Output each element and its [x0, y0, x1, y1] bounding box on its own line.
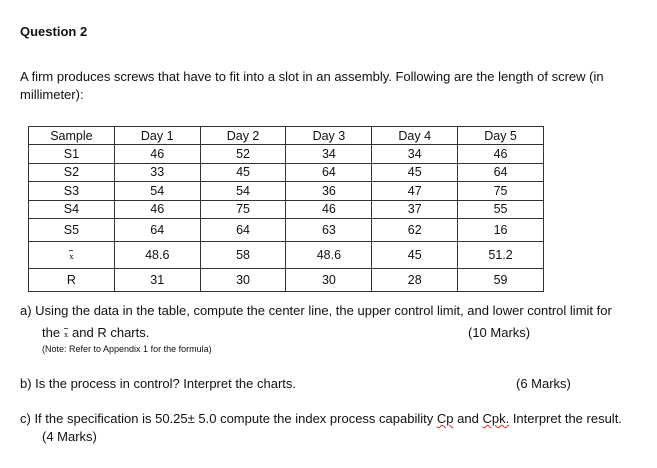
range-value: 31 [114, 269, 200, 292]
range-value: 30 [200, 269, 286, 292]
xbar-value: 45 [372, 242, 458, 269]
table-cell: 64 [114, 219, 200, 242]
range-value: 59 [458, 269, 544, 292]
xbar-value: 58 [200, 242, 286, 269]
part-c-intro: c) If the specification is 50.25± 5.0 compute the index process capability [20, 411, 434, 426]
range-value: 30 [286, 269, 372, 292]
header-day-5: Day 5 [458, 127, 544, 145]
table-cell: 46 [458, 145, 544, 164]
table-cell: 64 [200, 219, 286, 242]
header-day-1: Day 1 [114, 127, 200, 145]
part-a-charts: and R charts. [72, 325, 150, 340]
cp-term: Cp [436, 411, 454, 426]
xbar-row [29, 242, 544, 269]
range-value: 28 [372, 269, 458, 292]
header-day-4: Day 4 [372, 127, 458, 145]
part-a-line-1: a) Using the data in the table, compute the center line, the upper control limit, and lower control limit for [20, 303, 612, 318]
screw-length-table [28, 126, 544, 292]
table-row [29, 200, 544, 219]
table-cell: 45 [372, 163, 458, 182]
xbar-inline-symbol: x [64, 331, 69, 339]
table-header-row [29, 127, 544, 145]
part-a-line-2 [42, 325, 149, 340]
xbar-symbol: x [69, 253, 74, 261]
part-c-text [20, 411, 622, 426]
table-cell: 55 [458, 200, 544, 219]
table-cell: 54 [114, 182, 200, 201]
intro-line-1: A firm produces screws that have to fit into a slot in an assembly. Following are the length of screw (in [20, 69, 604, 84]
sample-label: S3 [29, 182, 115, 201]
table-cell: 46 [114, 145, 200, 164]
part-c-interpret: Interpret the result. [512, 411, 622, 426]
sample-label: S2 [29, 163, 115, 182]
part-a-note: (Note: Refer to Appendix 1 for the formula) [42, 344, 212, 354]
table-cell: 36 [286, 182, 372, 201]
part-b-marks: (6 Marks) [516, 376, 571, 391]
range-row [29, 269, 544, 292]
question-title: Question 2 [20, 24, 88, 39]
intro-line-2: millimeter): [20, 87, 84, 102]
table-cell: 63 [286, 219, 372, 242]
part-c-marks: (4 Marks) [42, 429, 97, 444]
table-cell: 75 [200, 200, 286, 219]
table-cell: 46 [114, 200, 200, 219]
part-b-text: b) Is the process in control? Interpret the charts. [20, 376, 297, 391]
table-cell: 54 [200, 182, 286, 201]
sample-label: S4 [29, 200, 115, 219]
range-label: R [29, 269, 115, 292]
table-cell: 16 [458, 219, 544, 242]
cpk-term: Cpk. [482, 411, 510, 426]
part-c-and: and [457, 411, 479, 426]
xbar-value: 51.2 [458, 242, 544, 269]
table-cell: 37 [372, 200, 458, 219]
part-a-marks: (10 Marks) [468, 325, 531, 340]
table-cell: 64 [286, 163, 372, 182]
xbar-value: 48.6 [114, 242, 200, 269]
header-sample: Sample [29, 127, 115, 145]
table-cell: 62 [372, 219, 458, 242]
header-day-3: Day 3 [286, 127, 372, 145]
table-row [29, 182, 544, 201]
header-day-2: Day 2 [200, 127, 286, 145]
table-row [29, 219, 544, 242]
table-cell: 64 [458, 163, 544, 182]
table-cell: 47 [372, 182, 458, 201]
table-cell: 34 [286, 145, 372, 164]
xbar-label-cell [29, 242, 115, 269]
table-cell: 33 [114, 163, 200, 182]
table-row [29, 163, 544, 182]
xbar-value: 48.6 [286, 242, 372, 269]
sample-label: S1 [29, 145, 115, 164]
table-row [29, 145, 544, 164]
sample-label: S5 [29, 219, 115, 242]
table-cell: 75 [458, 182, 544, 201]
table-cell: 52 [200, 145, 286, 164]
table-cell: 45 [200, 163, 286, 182]
table-cell: 46 [286, 200, 372, 219]
table-cell: 34 [372, 145, 458, 164]
part-a-the: the [42, 325, 61, 340]
